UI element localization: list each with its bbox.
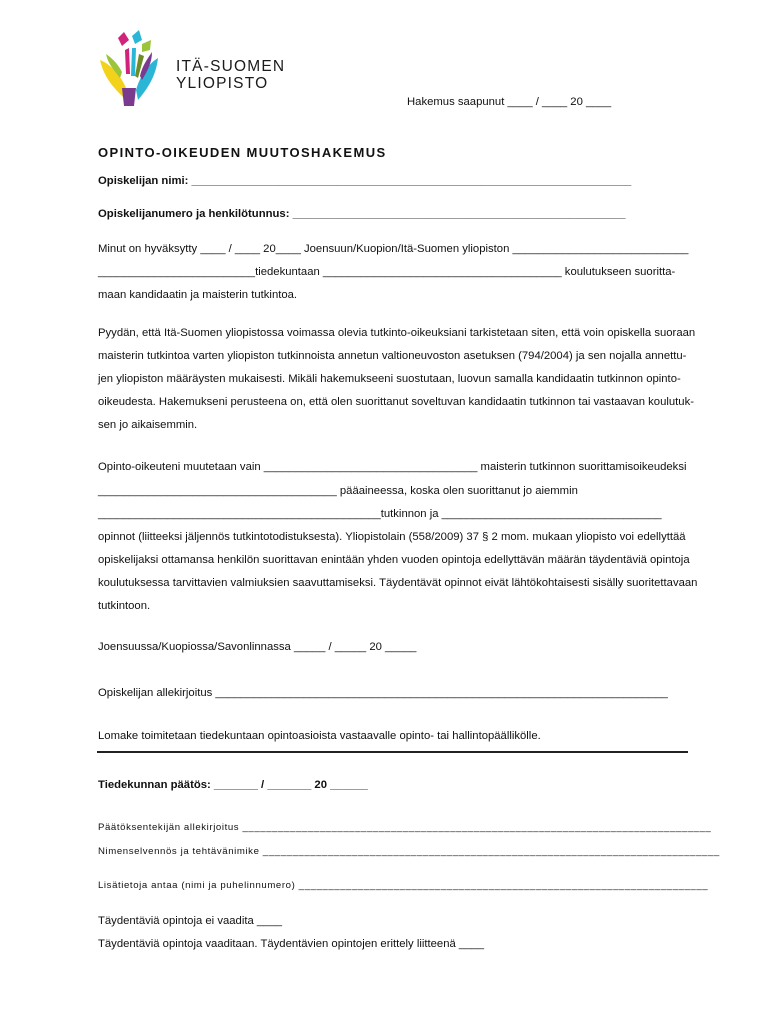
p2-line-5: sen jo aikaisemmin. <box>98 419 198 431</box>
no-extra-studies-field[interactable]: Täydentäviä opintoja ei vaadita ____ <box>98 915 283 927</box>
signature-field[interactable]: Opiskelijan allekirjoitus ________________________________________________________________________ <box>98 687 668 699</box>
p2-line-2: maisterin tutkintoa varten yliopiston tutkinnoista annetun valtioneuvoston asetuksen (794/2004) ja sen nojalla annettu- <box>98 350 687 362</box>
name-title-field[interactable]: Nimenselvennös ja tehtävänimike _____________________________________________________________________________ <box>98 846 720 857</box>
divider <box>97 751 688 753</box>
student-number-field[interactable]: Opiskelijanumero ja henkilötunnus: _____________________________________________________ <box>98 208 626 220</box>
logo-line-1: ITÄ-SUOMEN <box>176 58 286 75</box>
student-name-field[interactable]: Opiskelijan nimi: ______________________________________________________________________ <box>98 175 632 187</box>
submit-note: Lomake toimitetaan tiedekuntaan opintoasioista vastaavalle opinto- tai hallintopäällikölle. <box>98 730 541 742</box>
p1-line-2: _________________________tiedekuntaan ______________________________________ koulutukseen suoritta- <box>98 266 676 278</box>
decision-date-field[interactable]: Tiedekunnan päätös: _______ / _______ 20 ______ <box>98 779 368 791</box>
p2-line-4: oikeudesta. Hakemukseni perusteena on, että olen suorittanut soveltuvan kandidaatin tutkinnon tai vastaavan koulutuk- <box>98 396 694 408</box>
received-date: Hakemus saapunut ____ / ____ 20 ____ <box>407 96 612 108</box>
p3-line-3: _____________________________________________tutkinnon ja ___________________________________ <box>98 508 662 520</box>
form-title: OPINTO-OIKEUDEN MUUTOSHAKEMUS <box>98 145 387 160</box>
p3-line-5: opiskelijaksi ottamansa henkilön suorittavan enintään yhden vuoden opintoja edellyttävän määrän täydentäviä opintoja <box>98 554 690 566</box>
info-contact-field[interactable]: Lisätietoja antaa (nimi ja puhelinnumero) _____________________________________________________________________ <box>98 880 709 891</box>
decision-signer-field[interactable]: Päätöksentekijän allekirjoitus _______________________________________________________________________________ <box>98 822 712 833</box>
p1-line-3: maan kandidaatin ja maisterin tutkintoa. <box>98 289 298 301</box>
logo-line-2: YLIOPISTO <box>176 75 269 92</box>
p3-line-6: koulutuksessa tarvittavien valmiuksien saavuttamiseksi. Täydentävät opinnot eivät lähtökohtaisesti sisälly suoritettavaan <box>98 577 698 589</box>
p3-line-1: Opinto-oikeuteni muutetaan vain __________________________________ maisterin tutkinnon suorittamisoikeudeksi <box>98 461 687 473</box>
extra-studies-field[interactable]: Täydentäviä opintoja vaaditaan. Täydentävien opintojen erittely liitteenä ____ <box>98 938 485 950</box>
logo-emblem-icon <box>98 30 160 106</box>
p2-line-1: Pyydän, että Itä-Suomen yliopistossa voimassa olevia tutkinto-oikeuksiani tarkistetaan siten, että voin opiskella suoraan <box>98 327 696 339</box>
p2-line-3: jen yliopiston määräysten mukaisesti. Mikäli hakemukseeni suostutaan, luovun samalla kandidaatin tutkinnon opinto- <box>98 373 681 385</box>
p3-line-4: opinnot (liitteeksi jäljennös tutkintotodistuksesta). Yliopistolain (558/2009) 37 § 2 mom. mukaan yliopisto voi edellyttää <box>98 531 686 543</box>
place-date-field[interactable]: Joensuussa/Kuopiossa/Savonlinnassa _____ / _____ 20 _____ <box>98 641 417 653</box>
p1-line-1: Minut on hyväksytty ____ / ____ 20____ Joensuun/Kuopion/Itä-Suomen yliopiston ____________________________ <box>98 243 689 255</box>
p3-line-2: ______________________________________ pääaineessa, koska olen suorittanut jo aiemmin <box>98 485 578 497</box>
p3-line-7: tutkintoon. <box>98 600 151 612</box>
